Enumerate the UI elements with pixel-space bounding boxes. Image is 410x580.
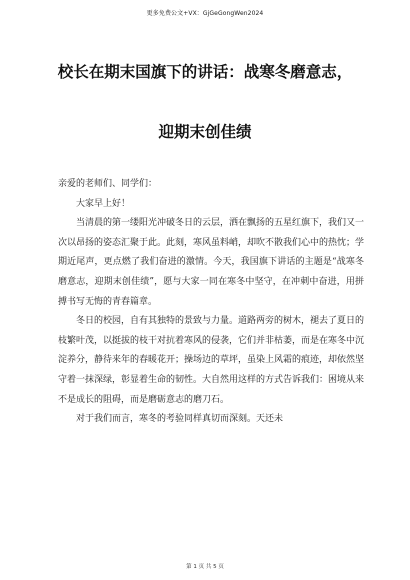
salutation: 亲爱的老师们、同学们： <box>58 179 158 189</box>
document-title-line-1: 校长在期末国旗下的讲话：战寒冬磨意志， <box>57 63 353 81</box>
paragraph-1: 当清晨的第一缕阳光冲破冬日的云层，洒在飘扬的五星红旗下，我们又一次以昂扬的姿态汇聚于此。此刻，寒风虽料峭，却吹不散我们心中的热忱；学期近尾声，更点燃了我们奋进的激情。今天，我国旗下讲话的主题是“战寒冬磨意志，迎期末创佳绩”，愿与大家一同在寒冬中坚守，在冲刺中奋进，用拼搏书写无悔的青春篇章。 <box>58 218 365 307</box>
paragraph-3: 对于我们而言，寒冬的考验同样真切而深刻。天还未 <box>76 414 284 425</box>
header-note: 更多免费公文+VX：GjGeGongWen2024 <box>146 10 264 17</box>
document-title-line-2: 迎期末创佳绩 <box>158 123 252 141</box>
greeting: 大家早上好！ <box>76 198 131 209</box>
page-number-footer: 第 1 页 共 5 页 <box>186 564 224 570</box>
document-body <box>58 175 364 430</box>
paragraph-2: 冬日的校园，自有其独特的景致与力量。道路两旁的树木，褪去了夏日的枝繁叶茂，以挺拔的枝干对抗着寒风的侵袭，它们并非枯萎，而是在寒冬中沉淀养分，静待来年的春暖花开；操场边的草坪，虽染上风霜的痕迹，却依然坚守着一抹深绿，彰显着生命的韧性。大自然用这样的方式告诉我们：困境从来不是成长的阻碍，而是磨砺意志的磨刀石。 <box>58 316 365 405</box>
